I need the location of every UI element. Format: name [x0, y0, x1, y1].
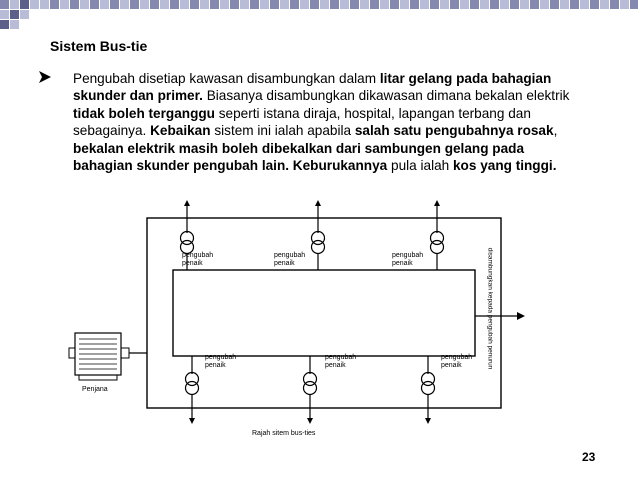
checker-square [430, 0, 439, 9]
checker-square [130, 0, 139, 9]
checker-square [360, 0, 369, 9]
checker-band [0, 0, 638, 30]
transformer-label-word: pengubah [182, 252, 214, 259]
transformer-label-word: pengubah [441, 354, 473, 361]
text-bold: kos yang tinggi. [453, 158, 557, 174]
checker-square [150, 0, 159, 9]
transformer-label-word: penaik [392, 260, 413, 267]
checker-square [300, 0, 309, 9]
checker-square [10, 0, 19, 9]
bullet-text [73, 70, 573, 174]
generator-label: Penjana [82, 386, 108, 393]
checker-square [80, 0, 89, 9]
checker-square [290, 0, 299, 9]
checker-square [520, 0, 529, 9]
text-segment: , [553, 123, 558, 139]
header-decoration [0, 0, 638, 30]
transformer-label [182, 252, 222, 268]
label-top-3 [392, 252, 432, 268]
checker-square [340, 0, 349, 9]
diagram-caption: Rajah sitem bus-ties [252, 430, 316, 437]
checker-square [0, 20, 9, 29]
text-bold: salah satu pengubahnya rosak [354, 123, 554, 139]
checker-square [630, 0, 638, 9]
checker-square [40, 0, 49, 9]
checker-square [140, 0, 149, 9]
page-number: 23 [582, 450, 596, 464]
text-segment: Biasanya disambungkan dikawasan dimana bekalan elektrik [202, 88, 570, 104]
transformer-label [274, 252, 314, 268]
transformer-label [441, 354, 481, 370]
checker-square [190, 0, 199, 9]
bottom-transformer-2 [304, 356, 317, 424]
transformer-label-word: pengubah [274, 252, 306, 259]
checker-square [380, 0, 389, 9]
checker-square [580, 0, 589, 9]
checker-square [250, 0, 259, 9]
checker-square [120, 0, 129, 9]
transformer-label-word: penaik [325, 362, 346, 369]
checker-square [550, 0, 559, 9]
transformer-label-word: pengubah [325, 354, 357, 361]
checker-square [610, 0, 619, 9]
checker-square [470, 0, 479, 9]
checker-square [510, 0, 519, 9]
bottom-transformer-1 [186, 356, 199, 424]
text-bold: litar gelang pada bahagian skunder dan primer. [73, 71, 552, 104]
output-arrow [475, 312, 525, 320]
inner-ring [173, 270, 475, 356]
checker-square [450, 0, 459, 9]
transformer-label-word: penaik [274, 260, 295, 267]
checker-square [200, 0, 209, 9]
checker-square [600, 0, 609, 9]
checker-square [320, 0, 329, 9]
side-label: disambungkan kepada pengubah penurun [486, 247, 494, 370]
checker-square [10, 10, 19, 19]
checker-square [10, 20, 19, 29]
checker-square [230, 0, 239, 9]
checker-square [420, 0, 429, 9]
checker-square [20, 10, 29, 19]
checker-square [170, 0, 179, 9]
checker-square [330, 0, 339, 9]
text-bold: Kebaikan [150, 123, 211, 139]
checker-square [20, 0, 29, 9]
checker-square [350, 0, 359, 9]
label-top-1 [182, 252, 222, 268]
text-segment: sistem ini ialah apabila [210, 123, 355, 139]
checker-square [110, 0, 119, 9]
checker-square [460, 0, 469, 9]
checker-square [440, 0, 449, 9]
transformer-label-word: penaik [182, 260, 203, 267]
checker-square [590, 0, 599, 9]
transformer-label-word: penaik [441, 362, 462, 369]
generator-icon [69, 333, 129, 380]
checker-square [60, 0, 69, 9]
text-bold: tidak boleh terganggu [73, 105, 215, 121]
checker-square [530, 0, 539, 9]
checker-square [540, 0, 549, 9]
checker-square [490, 0, 499, 9]
checker-square [280, 0, 289, 9]
top-transformer-3 [431, 200, 444, 270]
slide-title: Sistem Bus-tie [50, 38, 148, 54]
label-top-2 [274, 252, 314, 268]
checker-square [70, 0, 79, 9]
checker-square [0, 0, 9, 9]
label-bottom-2 [325, 354, 365, 370]
transformer-label [325, 354, 365, 370]
checker-square [100, 0, 109, 9]
checker-square [270, 0, 279, 9]
checker-square [50, 0, 59, 9]
checker-square [560, 0, 569, 9]
checker-square [180, 0, 189, 9]
checker-square [390, 0, 399, 9]
checker-square [620, 0, 629, 9]
checker-square [90, 0, 99, 9]
checker-square [0, 10, 9, 19]
checker-square [370, 0, 379, 9]
text-bold: bekalan elektrik masih boleh dibekalkan dari sambungen gelang pada bahagian skunder pengubah lain. Keburukannya [73, 140, 525, 174]
text-segment: seperti istana diraja, hospital, lapangan terbang dan sebagainya. [73, 105, 531, 139]
checker-square [160, 0, 169, 9]
text-segment: Pengubah disetiap kawasan disambungkan dalam [73, 71, 380, 86]
checker-square [220, 0, 229, 9]
bullet-arrow-icon [37, 70, 53, 89]
checker-square [400, 0, 409, 9]
checker-square [30, 0, 39, 9]
checker-square [500, 0, 509, 9]
checker-square [310, 0, 319, 9]
label-bottom-3 [441, 354, 481, 370]
transformer-label [392, 252, 432, 268]
text-segment: pula ialah [387, 158, 453, 174]
bus-tie-diagram [55, 198, 535, 453]
checker-square [480, 0, 489, 9]
checker-square [410, 0, 419, 9]
checker-square [570, 0, 579, 9]
transformer-label-word: pengubah [392, 252, 424, 259]
checker-square [240, 0, 249, 9]
bottom-transformer-3 [422, 356, 435, 424]
transformer-label-word: penaik [205, 362, 226, 369]
transformer-label-word: pengubah [205, 354, 237, 361]
label-bottom-1 [205, 354, 245, 370]
checker-square [210, 0, 219, 9]
checker-square [260, 0, 269, 9]
transformer-label [205, 354, 245, 370]
